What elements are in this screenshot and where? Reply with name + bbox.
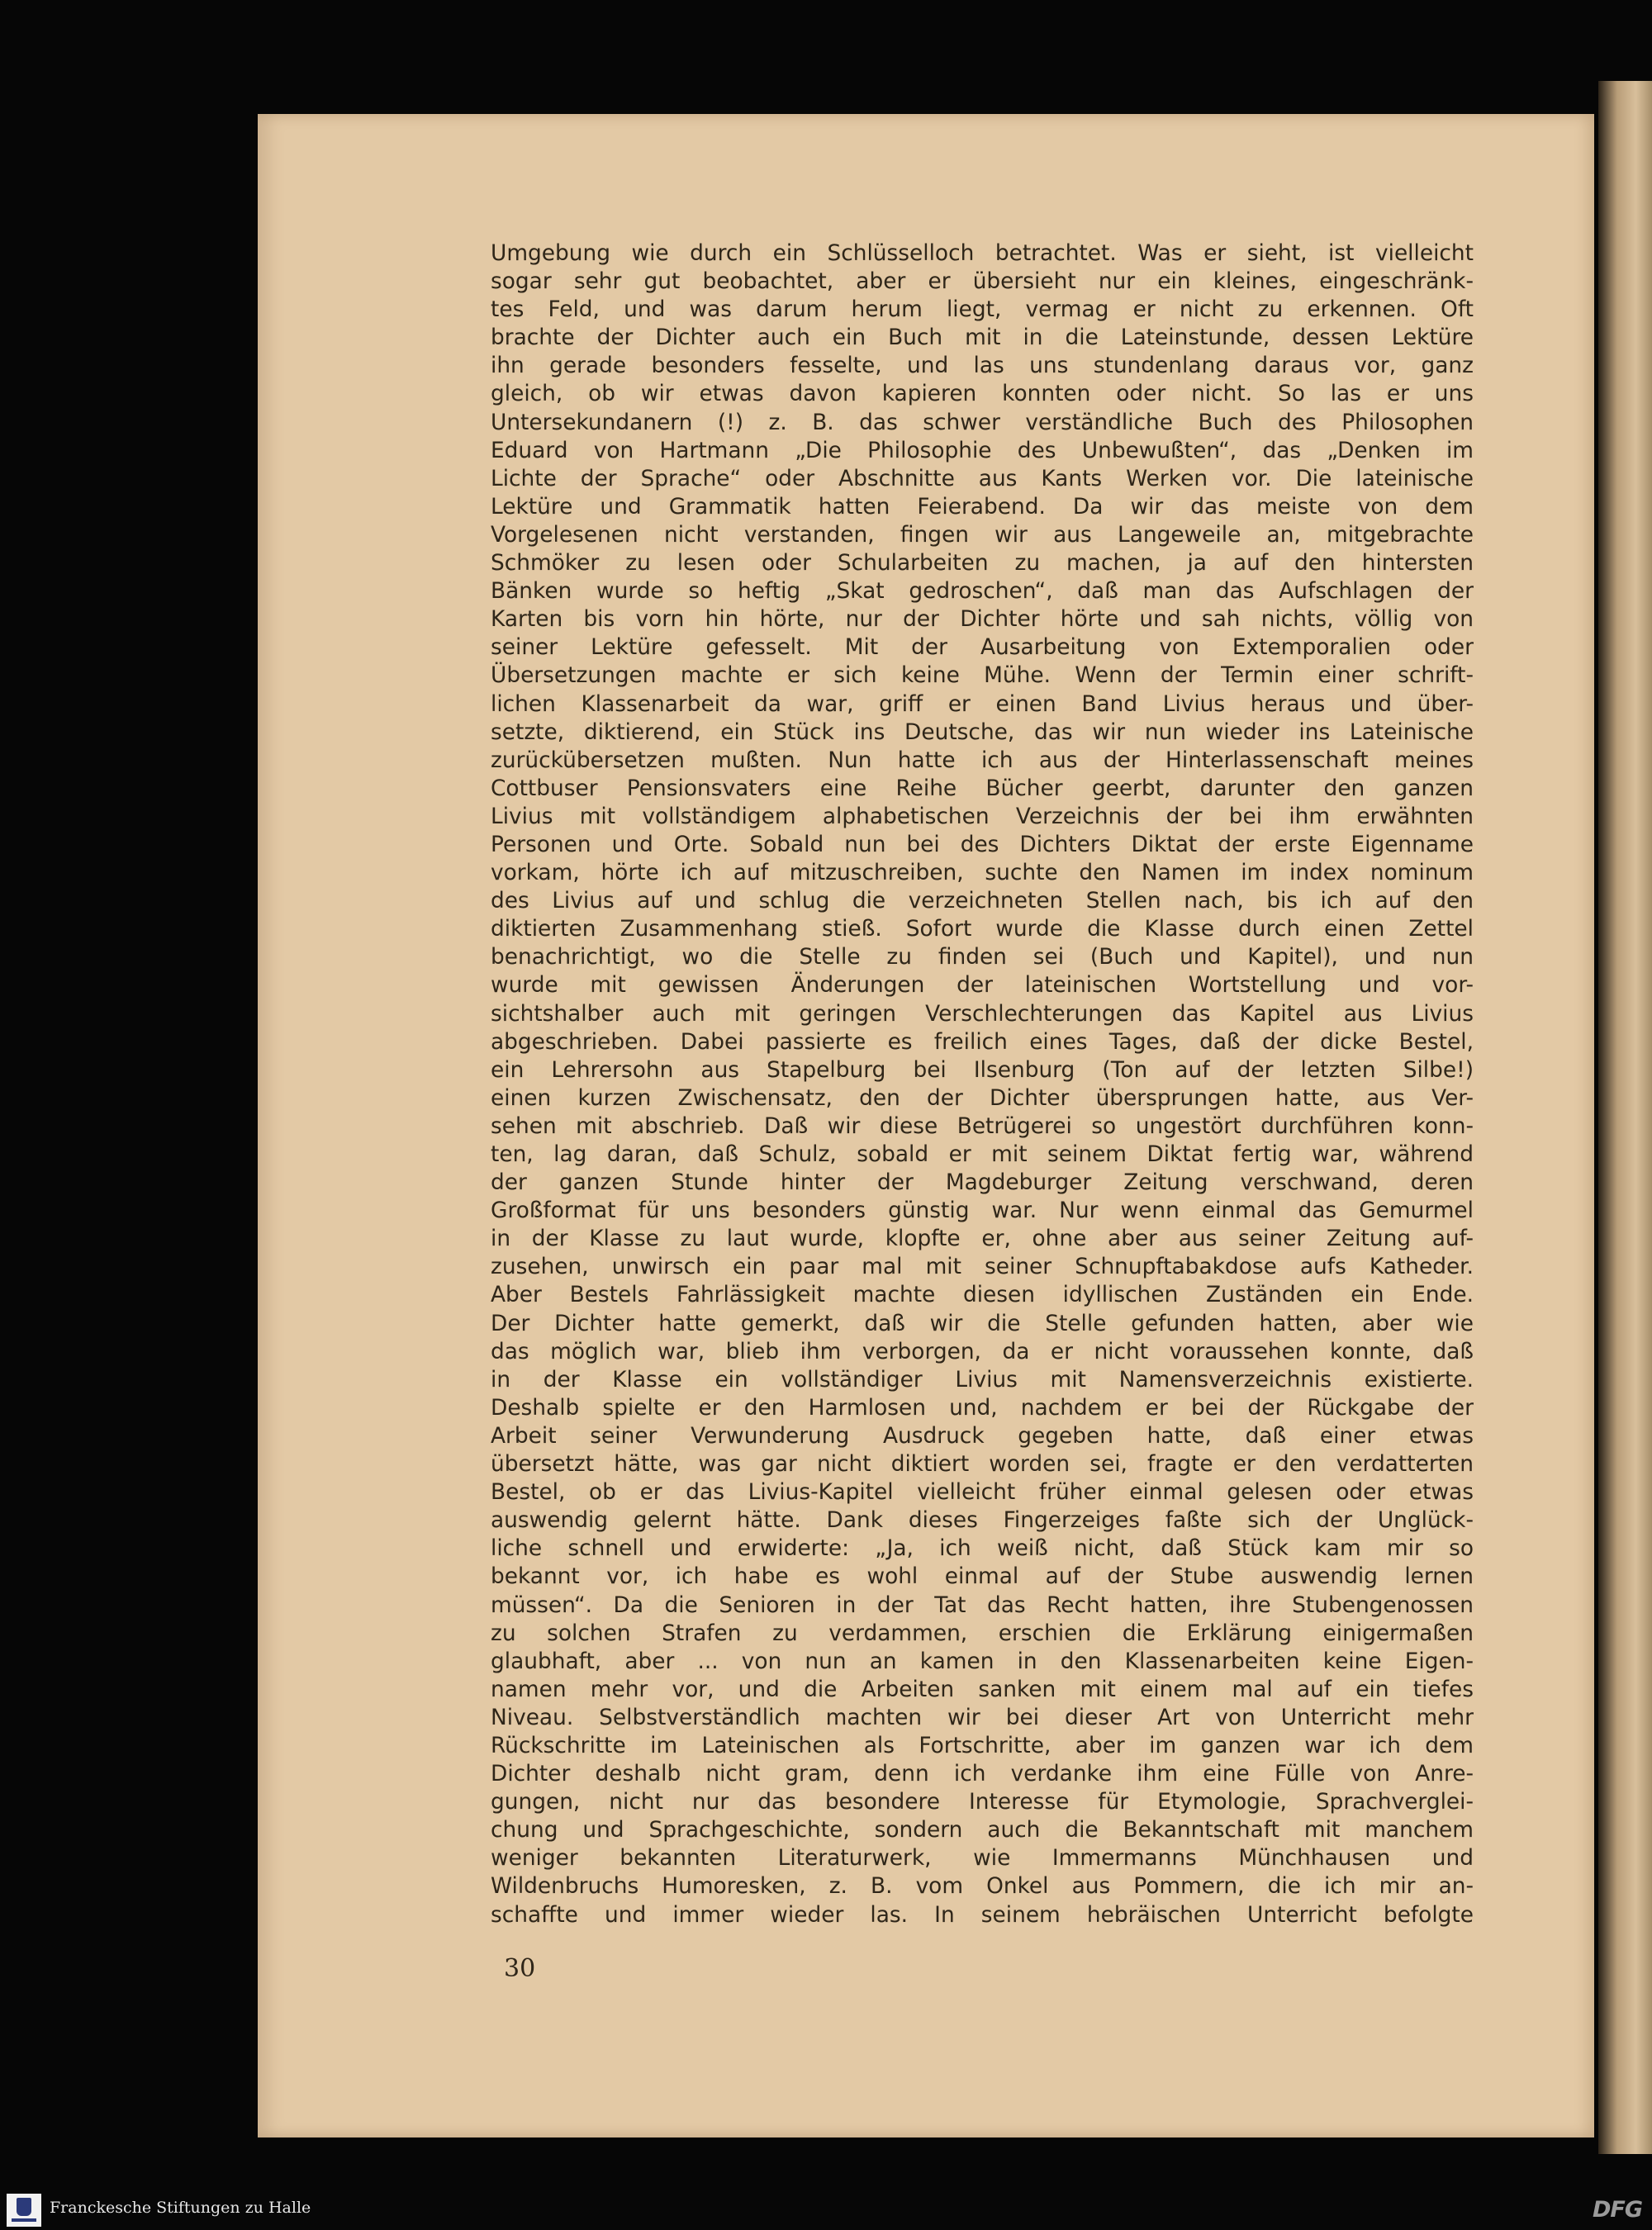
text-line: gungen, nicht nur das besondere Interesse für Etymologie, Sprachverglei- <box>491 1789 1474 1815</box>
page-number: 30 <box>504 1954 536 1983</box>
text-line: benachrichtigt, wo die Stelle zu finden sei (Buch und Kapitel), und nun <box>491 944 1474 970</box>
text-line: brachte der Dichter auch ein Buch mit in die Lateinstunde, dessen Lektüre <box>491 325 1474 351</box>
text-line: liche schnell und erwiderte: „Ja, ich weiß nicht, daß Stück kam mir so <box>491 1535 1474 1562</box>
text-line: Wildenbruchs Humoresken, z. B. vom Onkel aus Pommern, die ich mir an- <box>491 1873 1474 1900</box>
adjacent-page-edge <box>1598 81 1652 2154</box>
text-line: ihn gerade besonders fesselte, und las uns stundenlang daraus vor, ganz <box>491 353 1474 379</box>
text-line: sogar sehr gut beobachtet, aber er übersieht nur ein kleines, eingeschränk- <box>491 268 1474 295</box>
text-line: glaubhaft, aber ... von nun an kamen in den Klassenarbeiten keine Eigen- <box>491 1648 1474 1674</box>
text-line: Livius mit vollständigem alphabetischen Verzeichnis der bei ihm erwähnten <box>491 803 1474 829</box>
text-line: Lektüre und Grammatik hatten Feierabend. Da wir das meiste von dem <box>491 493 1474 520</box>
text-line: des Livius auf und schlug die verzeichneten Stellen nach, bis ich auf den <box>491 888 1474 914</box>
text-line: Bänken wurde so heftig „Skat gedroschen“, daß man das Aufschlagen der <box>491 578 1474 605</box>
francke-foundation-logo-icon <box>7 2194 41 2227</box>
text-line: ten, lag daran, daß Schulz, sobald er mit seinem Diktat fertig war, während <box>491 1141 1474 1167</box>
text-line: zu solchen Strafen zu verdammen, erschien die Erklärung einigermaßen <box>491 1620 1474 1646</box>
text-line: Niveau. Selbstverständlich machten wir bei dieser Art von Unterricht mehr <box>491 1704 1474 1730</box>
text-line: müssen“. Da die Senioren in der Tat das Recht hatten, ihre Stubengenossen <box>491 1592 1474 1618</box>
text-line: chung und Sprachgeschichte, sondern auch die Bekanntschaft mit manchem <box>491 1817 1474 1843</box>
text-line: lichen Klassenarbeit da war, griff er einen Band Livius heraus und über- <box>491 690 1474 717</box>
text-line: Eduard von Hartmann „Die Philosophie des Unbewußten“, das „Denken im <box>491 437 1474 463</box>
text-line: Karten bis vorn hin hörte, nur der Dichter hörte und sah nichts, völlig von <box>491 606 1474 633</box>
text-line: Cottbuser Pensionsvaters eine Reihe Bücher geerbt, darunter den ganzen <box>491 775 1474 801</box>
dfg-logo: DFG <box>1593 2197 1643 2223</box>
text-line: setzte, diktierend, ein Stück ins Deutsche, das wir nun wieder ins Lateinische <box>491 719 1474 745</box>
text-line: Personen und Orte. Sobald nun bei des Dichters Diktat der erste Eigenname <box>491 831 1474 857</box>
text-line: diktierten Zusammenhang stieß. Sofort wurde die Klasse durch einen Zettel <box>491 916 1474 942</box>
text-line: Rückschritte im Lateinischen als Fortschritte, aber im ganzen war ich dem <box>491 1732 1474 1758</box>
text-line: der ganzen Stunde hinter der Magdeburger Zeitung verschwand, deren <box>491 1170 1474 1196</box>
text-line: sehen mit abschrieb. Daß wir diese Betrügerei so ungestört durchführen konn- <box>491 1113 1474 1139</box>
text-line: Lichte der Sprache“ oder Abschnitte aus Kants Werken vor. Die lateinische <box>491 465 1474 491</box>
text-line: schaffte und immer wieder las. In seinem hebräischen Unterricht befolgte <box>491 1901 1474 1928</box>
text-line: Arbeit seiner Verwunderung Ausdruck gegeben hatte, daß einer etwas <box>491 1422 1474 1449</box>
footer-institution-label: Franckesche Stiftungen zu Halle <box>50 2199 311 2217</box>
text-line: seiner Lektüre gefesselt. Mit der Ausarbeitung von Extemporalien oder <box>491 634 1474 661</box>
text-line: Untersekundanern (!) z. B. das schwer verständliche Buch des Philosophen <box>491 409 1474 435</box>
text-line: sichtshalber auch mit geringen Verschlechterungen das Kapitel aus Livius <box>491 1000 1474 1027</box>
text-line: namen mehr vor, und die Arbeiten sanken mit einem mal auf ein tiefes <box>491 1676 1474 1702</box>
text-line: einen kurzen Zwischensatz, den der Dichter übersprungen hatte, aus Ver- <box>491 1084 1474 1111</box>
text-line: tes Feld, und was darum herum liegt, vermag er nicht zu erkennen. Oft <box>491 297 1474 323</box>
text-line: das möglich war, blieb ihm verborgen, da er nicht voraussehen konnte, daß <box>491 1338 1474 1364</box>
text-line: zusehen, unwirsch ein paar mal mit seiner Schnupftabakdose aufs Katheder. <box>491 1254 1474 1280</box>
text-line: Dichter deshalb nicht gram, denn ich verdanke ihm eine Fülle von Anre- <box>491 1761 1474 1787</box>
text-line: Der Dichter hatte gemerkt, daß wir die Stelle gefunden hatten, aber wie <box>491 1310 1474 1336</box>
text-line: übersetzt hätte, was gar nicht diktiert worden sei, fragte er den verdatterten <box>491 1451 1474 1478</box>
text-line: Deshalb spielte er den Harmlosen und, nachdem er bei der Rückgabe der <box>491 1394 1474 1421</box>
text-line: gleich, ob wir etwas davon kapieren konnten oder nicht. So las er uns <box>491 381 1474 407</box>
body-text <box>491 240 1474 1929</box>
text-line: weniger bekannten Literaturwerk, wie Immermanns Münchhausen und <box>491 1845 1474 1872</box>
text-line: auswendig gelernt hätte. Dank dieses Fingerzeiges faßte sich der Unglück- <box>491 1507 1474 1534</box>
text-line: abgeschrieben. Dabei passierte es freilich eines Tages, daß der dicke Bestel, <box>491 1028 1474 1055</box>
text-line: in der Klasse ein vollständiger Livius mit Namensverzeichnis existierte. <box>491 1366 1474 1393</box>
text-line: wurde mit gewissen Änderungen der lateinischen Wortstellung und vor- <box>491 972 1474 999</box>
text-line: vorkam, hörte ich auf mitzuschreiben, suchte den Namen im index nominum <box>491 860 1474 886</box>
text-line: bekannt vor, ich habe es wohl einmal auf der Stube auswendig lernen <box>491 1563 1474 1590</box>
text-line: Vorgelesenen nicht verstanden, fingen wir aus Langeweile an, mitgebrachte <box>491 521 1474 548</box>
text-line: in der Klasse zu laut wurde, klopfte er, ohne aber aus seiner Zeitung auf- <box>491 1226 1474 1252</box>
text-line: zurückübersetzen mußten. Nun hatte ich aus der Hinterlassenschaft meines <box>491 747 1474 773</box>
text-line: Umgebung wie durch ein Schlüsselloch betrachtet. Was er sieht, ist vielleicht <box>491 240 1474 266</box>
text-line: Übersetzungen machte er sich keine Mühe. Wenn der Termin einer schrift- <box>491 662 1474 689</box>
text-line: Großformat für uns besonders günstig war. Nur wenn einmal das Gemurmel <box>491 1198 1474 1224</box>
text-line: ein Lehrersohn aus Stapelburg bei Ilsenburg (Ton auf der letzten Silbe!) <box>491 1056 1474 1083</box>
text-line: Aber Bestels Fahrlässigkeit machte diesen idyllischen Zuständen ein Ende. <box>491 1282 1474 1308</box>
book-page <box>258 114 1594 2137</box>
text-line: Schmöker zu lesen oder Schularbeiten zu machen, ja auf den hintersten <box>491 550 1474 576</box>
text-line: Bestel, ob er das Livius-Kapitel vielleicht früher einmal gelesen oder etwas <box>491 1479 1474 1506</box>
